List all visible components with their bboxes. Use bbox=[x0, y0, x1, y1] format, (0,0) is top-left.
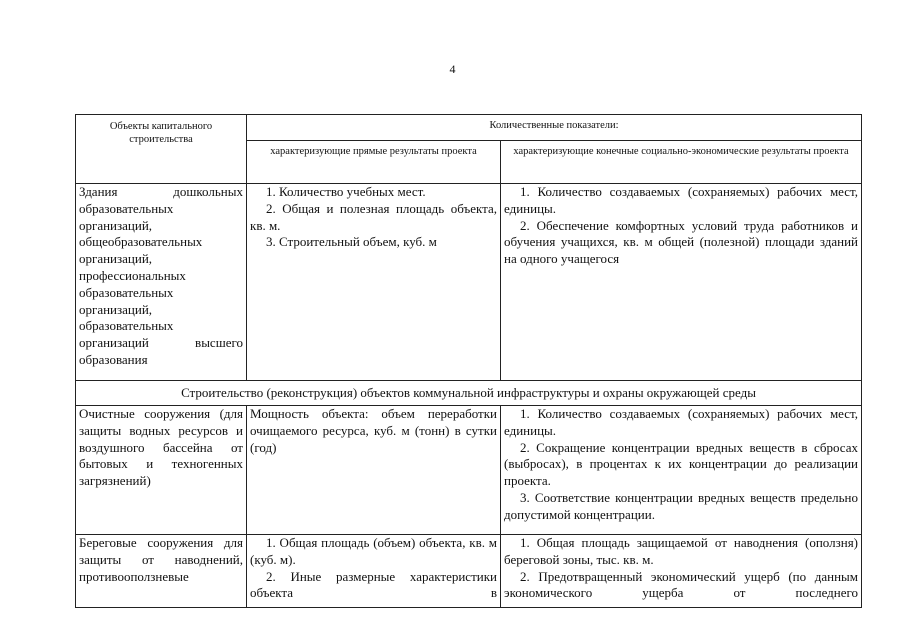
object-cell bbox=[76, 184, 247, 381]
section-row bbox=[76, 381, 862, 406]
direct-item: 2. Иные размерные характеристики объекта в bbox=[250, 568, 497, 601]
indicators-table bbox=[75, 114, 862, 608]
object-line: образования bbox=[79, 351, 148, 367]
header-direct-results: характеризующие прямые результаты проекта bbox=[247, 141, 501, 184]
direct-item: 3. Строительный объем, куб. м bbox=[266, 234, 437, 250]
table-row bbox=[76, 184, 862, 381]
header-objects: Объекты капитального строительства bbox=[76, 115, 247, 184]
object-line: организаций, bbox=[79, 217, 153, 233]
final-item: 1. Количество создаваемых (сохраняемых) рабочих мест, единицы. bbox=[504, 406, 859, 438]
header-indicators: Количественные показатели: bbox=[247, 115, 862, 141]
object-line: образовательных bbox=[79, 284, 174, 300]
final-item: 2. Сокращение концентрации вредных веществ в сбросах (выбросах), в процентах к их концентрации до реализации проекта. bbox=[504, 439, 859, 489]
object-line: Здания дошкольных bbox=[79, 184, 243, 199]
table-row bbox=[76, 535, 862, 608]
object-line: организаций высшего bbox=[79, 335, 243, 351]
direct-item: 1. Количество учебных мест. bbox=[266, 184, 426, 199]
header-final-results: характеризующие конечные социально-экономические результаты проекта bbox=[501, 141, 862, 184]
object-line: профессиональных bbox=[79, 267, 186, 283]
direct-item: 1. Общая площадь (объем) объекта, кв. м (куб. м). bbox=[250, 535, 497, 567]
section-title: Строительство (реконструкция) объектов коммунальной инфраструктуры и охраны окружающей среды bbox=[76, 381, 862, 406]
final-results-cell bbox=[501, 406, 862, 535]
object-line: организаций, bbox=[79, 251, 153, 267]
direct-item: Мощность объекта: объем переработки очищаемого ресурса, куб. м (тонн) в сутки (год) bbox=[250, 406, 497, 455]
table-row bbox=[76, 406, 862, 535]
final-item: 1. Количество создаваемых (сохраняемых) рабочих мест, единицы. bbox=[504, 184, 859, 216]
header-row bbox=[76, 115, 862, 141]
final-item: 2. Предотвращенный экономический ущерб (по данным экономического ущерба от последнего bbox=[504, 568, 859, 601]
direct-results-cell bbox=[247, 406, 501, 535]
final-results-cell bbox=[501, 535, 862, 608]
final-item: 1. Общая площадь защищаемой от наводнения (оползня) береговой зоны, тыс. кв. м. bbox=[504, 535, 859, 567]
final-item: 2. Обеспечение комфортных условий труда работников и обучения учащихся, кв. м общей (полезной) площади зданий на одного учащегося bbox=[504, 217, 859, 267]
object-line: организаций, bbox=[79, 301, 153, 317]
page-number: 4 bbox=[449, 62, 456, 76]
object-line: образовательных bbox=[79, 318, 174, 334]
final-results-cell bbox=[501, 184, 862, 381]
object-line: общеобразовательных bbox=[79, 234, 203, 250]
object-cell: Береговые сооружения для защиты от наводнений, противооползневые bbox=[76, 535, 247, 608]
direct-item: 2. Общая и полезная площадь объекта, кв. м. bbox=[250, 200, 497, 233]
final-item: 3. Соответствие концентрации вредных веществ предельно допустимой концентрации. bbox=[504, 489, 859, 522]
direct-results-cell bbox=[247, 184, 501, 381]
object-cell: Очистные сооружения (для защиты водных ресурсов и воздушного бассейна от бытовых и техногенных загрязнений) bbox=[76, 406, 247, 535]
object-line: образовательных bbox=[79, 200, 174, 216]
direct-results-cell bbox=[247, 535, 501, 608]
